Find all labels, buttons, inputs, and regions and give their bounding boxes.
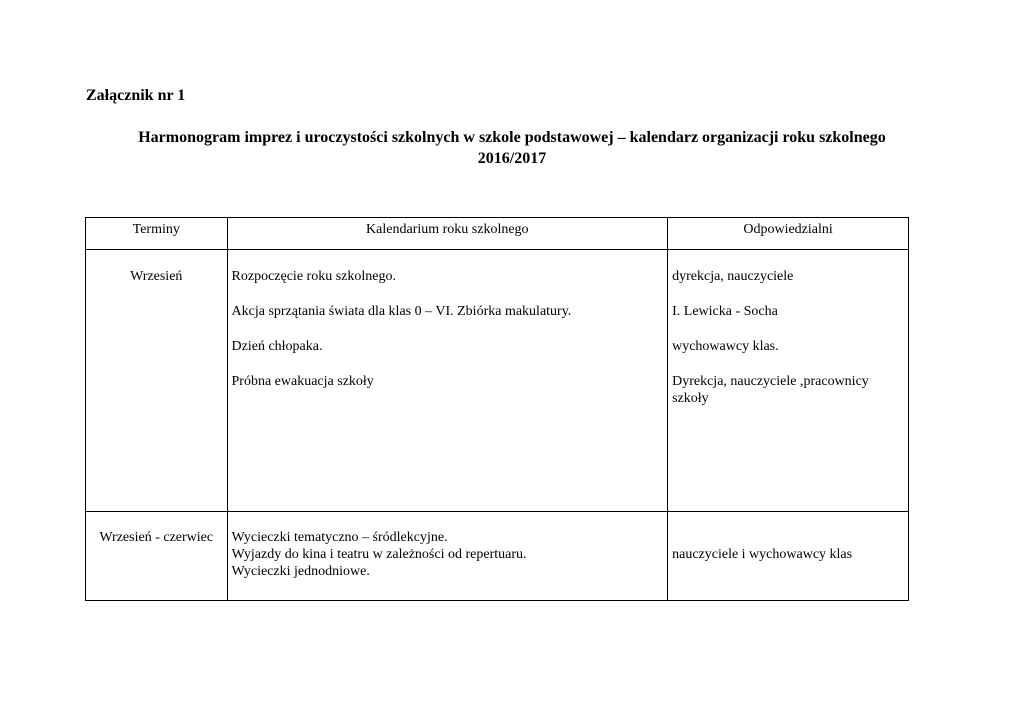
title-line-1: Harmonogram imprez i uroczystości szkolnych w szkole podstawowej – kalendarz organizacji roku szkolnego (138, 129, 886, 146)
event-item: Wycieczki tematyczno – śródlekcyjne. (231, 530, 448, 545)
table-row (86, 250, 909, 512)
schedule-table (85, 217, 909, 601)
event-item: Próbna ewakuacja szkoły (231, 374, 374, 389)
table-header-row (86, 218, 909, 250)
responsible-item: Dyrekcja, nauczyciele ,pracownicy szkoły (672, 374, 869, 406)
responsible-item: I. Lewicka - Socha (672, 304, 778, 319)
event-item: Wycieczki jednodniowe. (231, 564, 370, 579)
event-item: Wyjazdy do kina i teatru w zależności od repertuaru. (231, 547, 527, 562)
term-cell: Wrzesień (86, 250, 228, 512)
responsible-item: wychowawcy klas. (672, 339, 779, 354)
event-item: Dzień chłopaka. (231, 339, 323, 354)
header-calendar: Kalendarium roku szkolnego (227, 218, 668, 250)
header-terms: Terminy (86, 218, 228, 250)
responsible-cell (668, 512, 909, 601)
header-responsible: Odpowiedzialni (668, 218, 909, 250)
term-cell: Wrzesień - czerwiec (86, 512, 228, 601)
events-cell (227, 250, 668, 512)
event-item: Akcja sprzątania świata dla klas 0 – VI. Zbiórka makulatury. (231, 304, 572, 319)
annex-label: Załącznik nr 1 (86, 87, 186, 104)
event-item: Rozpoczęcie roku szkolnego. (231, 269, 396, 284)
responsible-item: dyrekcja, nauczyciele (672, 269, 794, 284)
document-title (86, 127, 938, 169)
responsible-cell (668, 250, 909, 512)
title-line-2: 2016/2017 (477, 150, 547, 167)
responsible-item: nauczyciele i wychowawcy klas (672, 547, 853, 562)
events-cell (227, 512, 668, 601)
table-row (86, 512, 909, 601)
